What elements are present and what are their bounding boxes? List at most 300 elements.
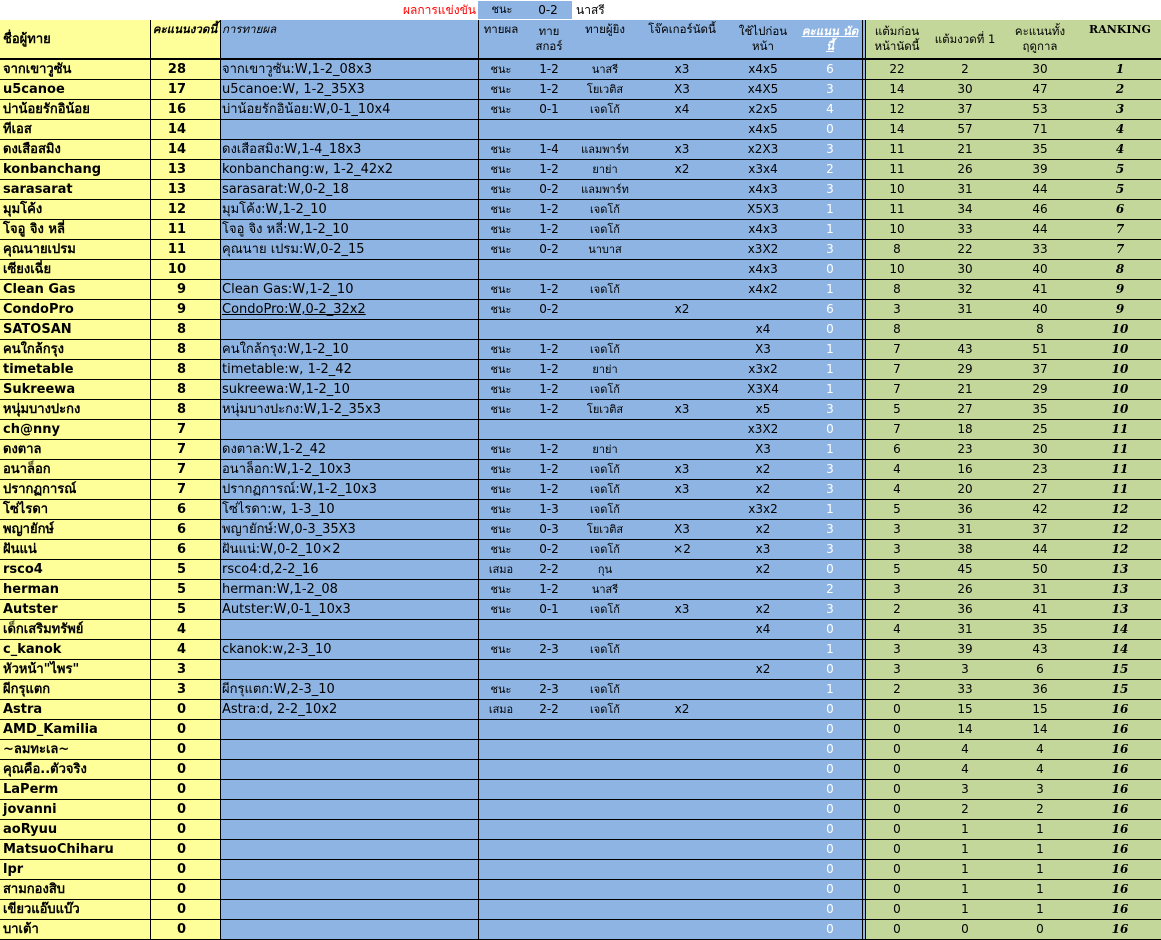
- guess-result[interactable]: ชนะ: [478, 180, 524, 199]
- season-total[interactable]: 35: [1001, 620, 1079, 639]
- round1-points[interactable]: 30: [929, 80, 1001, 99]
- match-points[interactable]: 1: [798, 360, 862, 379]
- player-name[interactable]: CondoPro: [0, 300, 150, 319]
- season-total[interactable]: 1: [1001, 860, 1079, 879]
- guess-score[interactable]: [524, 900, 574, 919]
- season-total[interactable]: 25: [1001, 420, 1079, 439]
- player-name[interactable]: เด็กเสริมทรัพย์: [0, 620, 150, 639]
- season-total[interactable]: 3: [1001, 780, 1079, 799]
- match-points[interactable]: 4: [798, 100, 862, 119]
- round1-points[interactable]: 39: [929, 640, 1001, 659]
- guess-score[interactable]: 1-2: [524, 340, 574, 359]
- guess-text[interactable]: u5canoe:W, 1-2_35X3: [220, 80, 478, 99]
- week-points[interactable]: 8: [150, 340, 220, 359]
- match-points[interactable]: 0: [798, 880, 862, 899]
- season-total[interactable]: 41: [1001, 280, 1079, 299]
- guess-result[interactable]: ชนะ: [478, 400, 524, 419]
- guess-text[interactable]: [220, 920, 478, 939]
- ranking[interactable]: 16: [1079, 800, 1161, 819]
- match-points[interactable]: 6: [798, 300, 862, 319]
- week-points[interactable]: 0: [150, 880, 220, 899]
- guess-score[interactable]: 2-3: [524, 680, 574, 699]
- season-total[interactable]: 1: [1001, 820, 1079, 839]
- round1-points[interactable]: 30: [929, 260, 1001, 279]
- guess-scorer[interactable]: ยาย่า: [574, 160, 636, 179]
- guess-text[interactable]: [220, 900, 478, 919]
- joker-multiplier[interactable]: x3: [636, 140, 728, 159]
- ranking[interactable]: 16: [1079, 900, 1161, 919]
- season-total[interactable]: 2: [1001, 800, 1079, 819]
- match-points[interactable]: 0: [798, 560, 862, 579]
- guess-scorer[interactable]: เจดโก้: [574, 700, 636, 719]
- points-before[interactable]: 8: [865, 320, 929, 339]
- week-points[interactable]: 0: [150, 840, 220, 859]
- ranking[interactable]: 6: [1079, 200, 1161, 219]
- joker-multiplier[interactable]: [636, 280, 728, 299]
- ranking[interactable]: 12: [1079, 540, 1161, 559]
- round1-points[interactable]: 31: [929, 520, 1001, 539]
- player-name[interactable]: ดงตาล: [0, 440, 150, 459]
- match-points[interactable]: 1: [798, 280, 862, 299]
- guess-text[interactable]: [220, 860, 478, 879]
- guess-text[interactable]: บ่าน้อยรักอิน้อย:W,0-1_10x4: [220, 100, 478, 119]
- guess-text[interactable]: Astra:d, 2-2_10x2: [220, 700, 478, 719]
- guess-scorer[interactable]: [574, 320, 636, 339]
- joker-multiplier[interactable]: X3: [636, 80, 728, 99]
- header-before[interactable]: แต้มก่อน หน้านัดนี้: [865, 20, 929, 58]
- round1-points[interactable]: 29: [929, 360, 1001, 379]
- player-name[interactable]: สามกองสิบ: [0, 880, 150, 899]
- season-total[interactable]: 6: [1001, 660, 1079, 679]
- match-result-score[interactable]: 0-2: [538, 3, 558, 17]
- joker-multiplier[interactable]: [636, 840, 728, 859]
- guess-scorer[interactable]: [574, 620, 636, 639]
- player-name[interactable]: ปรากฏการณ์: [0, 480, 150, 499]
- guess-score[interactable]: 1-2: [524, 480, 574, 499]
- round1-points[interactable]: 21: [929, 140, 1001, 159]
- round1-points[interactable]: 1: [929, 820, 1001, 839]
- player-name[interactable]: Autster: [0, 600, 150, 619]
- round1-points[interactable]: [929, 320, 1001, 339]
- guess-text[interactable]: ดงเสือสมิง:W,1-4_18x3: [220, 140, 478, 159]
- season-total[interactable]: 33: [1001, 240, 1079, 259]
- guess-text[interactable]: จากเขาวูซัน:W,1-2_08x3: [220, 60, 478, 79]
- guess-scorer[interactable]: เจดโก้: [574, 380, 636, 399]
- jokers-used[interactable]: [728, 840, 798, 859]
- points-before[interactable]: 11: [865, 140, 929, 159]
- jokers-used[interactable]: x2x5: [728, 100, 798, 119]
- season-total[interactable]: 8: [1001, 320, 1079, 339]
- points-before[interactable]: 0: [865, 760, 929, 779]
- match-points[interactable]: 3: [798, 400, 862, 419]
- guess-result[interactable]: [478, 420, 524, 439]
- points-before[interactable]: 22: [865, 60, 929, 79]
- points-before[interactable]: 3: [865, 520, 929, 539]
- round1-points[interactable]: 23: [929, 440, 1001, 459]
- player-name[interactable]: ทีเอส: [0, 120, 150, 139]
- guess-scorer[interactable]: นาบาส: [574, 240, 636, 259]
- jokers-used[interactable]: x3: [728, 540, 798, 559]
- points-before[interactable]: 0: [865, 700, 929, 719]
- points-before[interactable]: 7: [865, 360, 929, 379]
- guess-result[interactable]: [478, 720, 524, 739]
- season-total[interactable]: 46: [1001, 200, 1079, 219]
- jokers-used[interactable]: x3x4: [728, 160, 798, 179]
- round1-points[interactable]: 36: [929, 500, 1001, 519]
- joker-multiplier[interactable]: [636, 640, 728, 659]
- guess-result[interactable]: [478, 840, 524, 859]
- guess-result[interactable]: ชนะ: [478, 100, 524, 119]
- guess-scorer[interactable]: เจดโก้: [574, 640, 636, 659]
- points-before[interactable]: 0: [865, 880, 929, 899]
- ranking[interactable]: 16: [1079, 840, 1161, 859]
- joker-multiplier[interactable]: [636, 680, 728, 699]
- week-points[interactable]: 7: [150, 480, 220, 499]
- guess-text[interactable]: [220, 260, 478, 279]
- points-before[interactable]: 12: [865, 100, 929, 119]
- match-points[interactable]: 2: [798, 160, 862, 179]
- guess-result[interactable]: ชนะ: [478, 440, 524, 459]
- round1-points[interactable]: 34: [929, 200, 1001, 219]
- season-total[interactable]: 23: [1001, 460, 1079, 479]
- jokers-used[interactable]: x4: [728, 620, 798, 639]
- points-before[interactable]: 3: [865, 540, 929, 559]
- guess-scorer[interactable]: กุน: [574, 560, 636, 579]
- guess-scorer[interactable]: โยเวติส: [574, 520, 636, 539]
- ranking[interactable]: 4: [1079, 120, 1161, 139]
- jokers-used[interactable]: x2: [728, 600, 798, 619]
- guess-scorer[interactable]: [574, 740, 636, 759]
- header-name[interactable]: ชื่อผู้ทาย: [0, 20, 150, 58]
- jokers-used[interactable]: x3x2: [728, 500, 798, 519]
- guess-score[interactable]: 1-4: [524, 140, 574, 159]
- jokers-used[interactable]: x4x2: [728, 280, 798, 299]
- jokers-used[interactable]: [728, 900, 798, 919]
- player-name[interactable]: lpr: [0, 860, 150, 879]
- guess-scorer[interactable]: [574, 820, 636, 839]
- jokers-used[interactable]: x4: [728, 320, 798, 339]
- guess-text[interactable]: [220, 420, 478, 439]
- season-total[interactable]: 30: [1001, 60, 1079, 79]
- guess-text[interactable]: หนุ่มบางปะกง:W,1-2_35x3: [220, 400, 478, 419]
- jokers-used[interactable]: X3: [728, 440, 798, 459]
- guess-score[interactable]: 1-2: [524, 460, 574, 479]
- ranking[interactable]: 14: [1079, 640, 1161, 659]
- season-total[interactable]: 43: [1001, 640, 1079, 659]
- guess-score[interactable]: 1-2: [524, 440, 574, 459]
- guess-result[interactable]: [478, 920, 524, 939]
- season-total[interactable]: 36: [1001, 680, 1079, 699]
- joker-multiplier[interactable]: [636, 120, 728, 139]
- points-before[interactable]: 7: [865, 340, 929, 359]
- joker-multiplier[interactable]: X3: [636, 520, 728, 539]
- player-name[interactable]: rsco4: [0, 560, 150, 579]
- season-total[interactable]: 44: [1001, 540, 1079, 559]
- points-before[interactable]: 0: [865, 780, 929, 799]
- player-name[interactable]: sarasarat: [0, 180, 150, 199]
- guess-text[interactable]: คนใกล้กรุง:W,1-2_10: [220, 340, 478, 359]
- match-points[interactable]: 0: [798, 260, 862, 279]
- guess-text[interactable]: Autster:W,0-1_10x3: [220, 600, 478, 619]
- match-points[interactable]: 2: [798, 580, 862, 599]
- week-points[interactable]: 10: [150, 260, 220, 279]
- points-before[interactable]: 4: [865, 460, 929, 479]
- jokers-used[interactable]: x2: [728, 520, 798, 539]
- guess-scorer[interactable]: เจดโก้: [574, 680, 636, 699]
- round1-points[interactable]: 57: [929, 120, 1001, 139]
- guess-scorer[interactable]: นาสรี: [574, 60, 636, 79]
- player-name[interactable]: Sukreewa: [0, 380, 150, 399]
- week-points[interactable]: 9: [150, 280, 220, 299]
- ranking[interactable]: 10: [1079, 320, 1161, 339]
- ranking[interactable]: 16: [1079, 860, 1161, 879]
- guess-scorer[interactable]: โยเวติส: [574, 400, 636, 419]
- player-name[interactable]: อนาล็อก: [0, 460, 150, 479]
- week-points[interactable]: 6: [150, 500, 220, 519]
- guess-text[interactable]: [220, 880, 478, 899]
- points-before[interactable]: 10: [865, 180, 929, 199]
- guess-result[interactable]: ชนะ: [478, 380, 524, 399]
- guess-scorer[interactable]: ยาย่า: [574, 360, 636, 379]
- player-name[interactable]: Astra: [0, 700, 150, 719]
- guess-result[interactable]: ชนะ: [478, 600, 524, 619]
- match-points[interactable]: 0: [798, 700, 862, 719]
- guess-score[interactable]: 0-1: [524, 600, 574, 619]
- guess-text[interactable]: พญายักษ์:W,0-3_35X3: [220, 520, 478, 539]
- guess-text[interactable]: [220, 800, 478, 819]
- season-total[interactable]: 44: [1001, 180, 1079, 199]
- guess-text[interactable]: มุมโค้ง:W,1-2_10: [220, 200, 478, 219]
- round1-points[interactable]: 20: [929, 480, 1001, 499]
- guess-score[interactable]: [524, 800, 574, 819]
- player-name[interactable]: ~ลมทะเล~: [0, 740, 150, 759]
- season-total[interactable]: 14: [1001, 720, 1079, 739]
- week-points[interactable]: 8: [150, 380, 220, 399]
- guess-result[interactable]: ชนะ: [478, 140, 524, 159]
- ranking[interactable]: 9: [1079, 280, 1161, 299]
- player-name[interactable]: เขียวแอ๊บแบ๊ว: [0, 900, 150, 919]
- week-points[interactable]: 16: [150, 100, 220, 119]
- season-total[interactable]: 37: [1001, 520, 1079, 539]
- guess-result[interactable]: ชนะ: [478, 60, 524, 79]
- guess-result[interactable]: เสมอ: [478, 560, 524, 579]
- joker-multiplier[interactable]: [636, 860, 728, 879]
- match-points[interactable]: 0: [798, 320, 862, 339]
- jokers-used[interactable]: x4x5: [728, 60, 798, 79]
- season-total[interactable]: 40: [1001, 300, 1079, 319]
- week-points[interactable]: 3: [150, 660, 220, 679]
- round1-points[interactable]: 22: [929, 240, 1001, 259]
- round1-points[interactable]: 26: [929, 580, 1001, 599]
- guess-score[interactable]: [524, 740, 574, 759]
- jokers-used[interactable]: x5: [728, 400, 798, 419]
- round1-points[interactable]: 21: [929, 380, 1001, 399]
- guess-score[interactable]: 0-2: [524, 180, 574, 199]
- guess-score[interactable]: [524, 920, 574, 939]
- round1-points[interactable]: 15: [929, 700, 1001, 719]
- season-total[interactable]: 0: [1001, 920, 1079, 939]
- joker-multiplier[interactable]: [636, 260, 728, 279]
- match-points[interactable]: 0: [798, 720, 862, 739]
- joker-multiplier[interactable]: [636, 200, 728, 219]
- points-before[interactable]: 14: [865, 80, 929, 99]
- week-points[interactable]: 5: [150, 580, 220, 599]
- guess-score[interactable]: 1-2: [524, 280, 574, 299]
- player-name[interactable]: konbanchang: [0, 160, 150, 179]
- guess-scorer[interactable]: [574, 880, 636, 899]
- guess-result[interactable]: ชนะ: [478, 200, 524, 219]
- week-points[interactable]: 0: [150, 800, 220, 819]
- week-points[interactable]: 4: [150, 640, 220, 659]
- joker-multiplier[interactable]: [636, 380, 728, 399]
- joker-multiplier[interactable]: [636, 560, 728, 579]
- week-points[interactable]: 11: [150, 220, 220, 239]
- season-total[interactable]: 53: [1001, 100, 1079, 119]
- guess-result[interactable]: ชนะ: [478, 540, 524, 559]
- header-score[interactable]: ทาย สกอร์: [524, 20, 574, 58]
- guess-text[interactable]: ผีกรุแตก:W,2-3_10: [220, 680, 478, 699]
- match-points[interactable]: 1: [798, 200, 862, 219]
- ranking[interactable]: 16: [1079, 720, 1161, 739]
- round1-points[interactable]: 27: [929, 400, 1001, 419]
- guess-text[interactable]: [220, 660, 478, 679]
- guess-scorer[interactable]: แลมพาร์ท: [574, 180, 636, 199]
- ranking[interactable]: 13: [1079, 600, 1161, 619]
- round1-points[interactable]: 26: [929, 160, 1001, 179]
- points-before[interactable]: 5: [865, 500, 929, 519]
- points-before[interactable]: 3: [865, 300, 929, 319]
- match-points[interactable]: 0: [798, 780, 862, 799]
- player-name[interactable]: MatsuoChiharu: [0, 840, 150, 859]
- week-points[interactable]: 9: [150, 300, 220, 319]
- guess-result[interactable]: [478, 120, 524, 139]
- header-week-points[interactable]: คะแนนงวดนี้: [150, 20, 220, 58]
- joker-multiplier[interactable]: [636, 660, 728, 679]
- player-name[interactable]: บ่าน้อยรักอิน้อย: [0, 100, 150, 119]
- guess-score[interactable]: 2-2: [524, 700, 574, 719]
- match-points[interactable]: 3: [798, 480, 862, 499]
- ranking[interactable]: 10: [1079, 400, 1161, 419]
- guess-text[interactable]: คุณนาย เปรม:W,0-2_15: [220, 240, 478, 259]
- season-total[interactable]: 71: [1001, 120, 1079, 139]
- joker-multiplier[interactable]: [636, 180, 728, 199]
- joker-multiplier[interactable]: x3: [636, 600, 728, 619]
- match-points[interactable]: 3: [798, 240, 862, 259]
- guess-text[interactable]: [220, 320, 478, 339]
- player-name[interactable]: AMD_Kamilia: [0, 720, 150, 739]
- season-total[interactable]: 41: [1001, 600, 1079, 619]
- joker-multiplier[interactable]: x2: [636, 300, 728, 319]
- guess-text[interactable]: [220, 760, 478, 779]
- guess-scorer[interactable]: [574, 120, 636, 139]
- match-points[interactable]: 0: [798, 120, 862, 139]
- ranking[interactable]: 11: [1079, 460, 1161, 479]
- guess-result[interactable]: ชนะ: [478, 680, 524, 699]
- round1-points[interactable]: 1: [929, 900, 1001, 919]
- guess-text[interactable]: rsco4:d,2-2_16: [220, 560, 478, 579]
- guess-score[interactable]: [524, 120, 574, 139]
- ranking[interactable]: 7: [1079, 240, 1161, 259]
- match-points[interactable]: 3: [798, 140, 862, 159]
- season-total[interactable]: 1: [1001, 880, 1079, 899]
- season-total[interactable]: 29: [1001, 380, 1079, 399]
- guess-score[interactable]: [524, 860, 574, 879]
- guess-score[interactable]: 1-2: [524, 80, 574, 99]
- guess-result[interactable]: ชนะ: [478, 340, 524, 359]
- week-points[interactable]: 0: [150, 700, 220, 719]
- guess-scorer[interactable]: เจดโก้: [574, 480, 636, 499]
- guess-score[interactable]: 0-3: [524, 520, 574, 539]
- jokers-used[interactable]: x4x5: [728, 120, 798, 139]
- week-points[interactable]: 13: [150, 180, 220, 199]
- season-total[interactable]: 31: [1001, 580, 1079, 599]
- joker-multiplier[interactable]: [636, 420, 728, 439]
- joker-multiplier[interactable]: [636, 440, 728, 459]
- guess-text[interactable]: herman:W,1-2_08: [220, 580, 478, 599]
- guess-result[interactable]: ชนะ: [478, 500, 524, 519]
- guess-text[interactable]: [220, 780, 478, 799]
- jokers-used[interactable]: X3: [728, 340, 798, 359]
- guess-result[interactable]: [478, 820, 524, 839]
- match-points[interactable]: 0: [798, 900, 862, 919]
- ranking[interactable]: 3: [1079, 100, 1161, 119]
- jokers-used[interactable]: [728, 740, 798, 759]
- guess-scorer[interactable]: [574, 760, 636, 779]
- player-name[interactable]: ดงเสือสมิง: [0, 140, 150, 159]
- week-points[interactable]: 5: [150, 600, 220, 619]
- joker-multiplier[interactable]: [636, 880, 728, 899]
- match-points[interactable]: 0: [798, 820, 862, 839]
- guess-text[interactable]: ปรากฏการณ์:W,1-2_10x3: [220, 480, 478, 499]
- guess-scorer[interactable]: เจดโก้: [574, 200, 636, 219]
- joker-multiplier[interactable]: [636, 360, 728, 379]
- season-total[interactable]: 1: [1001, 840, 1079, 859]
- guess-text[interactable]: ฝันแน่:W,0-2_10×2: [220, 540, 478, 559]
- season-total[interactable]: 27: [1001, 480, 1079, 499]
- joker-multiplier[interactable]: [636, 580, 728, 599]
- ranking[interactable]: 7: [1079, 220, 1161, 239]
- match-points[interactable]: 1: [798, 440, 862, 459]
- round1-points[interactable]: 16: [929, 460, 1001, 479]
- match-points[interactable]: 1: [798, 340, 862, 359]
- guess-text[interactable]: sarasarat:W,0-2_18: [220, 180, 478, 199]
- ranking[interactable]: 1: [1079, 60, 1161, 79]
- jokers-used[interactable]: x3X2: [728, 420, 798, 439]
- week-points[interactable]: 6: [150, 540, 220, 559]
- joker-multiplier[interactable]: [636, 740, 728, 759]
- guess-score[interactable]: [524, 780, 574, 799]
- match-points[interactable]: 0: [798, 860, 862, 879]
- guess-text[interactable]: CondoPro:W,0-2_32x2: [220, 300, 478, 319]
- joker-multiplier[interactable]: [636, 900, 728, 919]
- points-before[interactable]: 11: [865, 160, 929, 179]
- points-before[interactable]: 0: [865, 740, 929, 759]
- guess-score[interactable]: 0-2: [524, 300, 574, 319]
- player-name[interactable]: โจอู จิง หลี่: [0, 220, 150, 239]
- week-points[interactable]: 8: [150, 320, 220, 339]
- joker-multiplier[interactable]: x4: [636, 100, 728, 119]
- season-total[interactable]: 30: [1001, 440, 1079, 459]
- week-points[interactable]: 0: [150, 860, 220, 879]
- header-joker[interactable]: โจ๊คเกอร์นัดนี้: [636, 20, 728, 58]
- player-name[interactable]: SATOSAN: [0, 320, 150, 339]
- header-guess[interactable]: การทายผล: [220, 20, 478, 58]
- guess-score[interactable]: 1-2: [524, 160, 574, 179]
- jokers-used[interactable]: X3X4: [728, 380, 798, 399]
- match-points[interactable]: 3: [798, 540, 862, 559]
- points-before[interactable]: 0: [865, 900, 929, 919]
- week-points[interactable]: 4: [150, 620, 220, 639]
